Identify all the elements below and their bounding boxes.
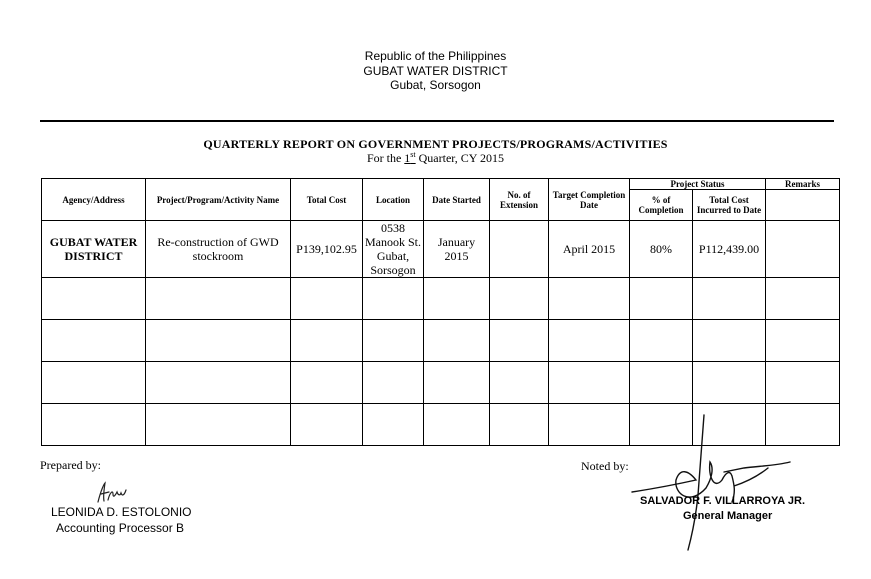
cell-date-started: January 2015 [424, 221, 490, 278]
table-row-empty [42, 320, 840, 362]
header-project: Project/Program/Activity Name [146, 179, 291, 221]
report-subtitle [0, 150, 871, 166]
table-row-empty [42, 278, 840, 320]
cell-agency: GUBAT WATER DISTRICT [42, 221, 146, 278]
letterhead-agency: GUBAT WATER DISTRICT [363, 63, 508, 78]
table-row [42, 221, 840, 278]
cell-remarks [766, 221, 840, 278]
header-divider [40, 120, 834, 122]
header-remarks: Remarks [766, 179, 840, 190]
cell-pct-completion: 80% [630, 221, 693, 278]
letterhead [0, 49, 871, 93]
cell-project: Re-construction of GWD stockroom [146, 221, 291, 278]
preparer-signature-icon [92, 480, 132, 506]
prepared-by-label: Prepared by: [40, 458, 101, 472]
report-table [41, 178, 840, 446]
header-extension: No. of Extension [490, 179, 549, 221]
manager-name: SALVADOR F. VILLARROYA JR. [640, 495, 806, 507]
preparer-name: LEONIDA D. ESTOLONIO [51, 505, 192, 519]
subtitle-prefix: For the [366, 151, 405, 165]
noted-by-label: Noted by: [581, 459, 629, 473]
table-row-empty [42, 362, 840, 404]
preparer-position: Accounting Processor B [56, 521, 185, 535]
cell-extension [490, 221, 549, 278]
report-title: QUARTERLY REPORT ON GOVERNMENT PROJECTS/PROGRAMS/ACTIVITIES [203, 137, 668, 151]
cell-target: April 2015 [549, 221, 630, 278]
header-date-started: Date Started [424, 179, 490, 221]
header-agency: Agency/Address [42, 179, 146, 221]
header-pct-completion: % of Completion [630, 190, 693, 221]
cell-total-cost: P139,102.95 [291, 221, 363, 278]
header-target-completion: Target Completion Date [549, 179, 630, 221]
quarter-number: 1st [404, 150, 416, 165]
cell-cost-incurred: P112,439.00 [693, 221, 766, 278]
subtitle-suffix: Quarter, CY 2015 [415, 151, 505, 165]
header-remarks-blank [766, 190, 840, 221]
header-cost-incurred: Total Cost Incurred to Date [693, 190, 766, 221]
letterhead-address: Gubat, Sorsogon [390, 78, 481, 92]
manager-position: General Manager [683, 510, 773, 522]
header-total-cost: Total Cost [291, 179, 363, 221]
cell-location: 0538 Manook St. Gubat, Sorsogon [363, 221, 424, 278]
header-project-status: Project Status [630, 179, 766, 190]
manager-signature-icon [618, 410, 808, 555]
letterhead-country: Republic of the Philippines [364, 49, 507, 63]
header-location: Location [363, 179, 424, 221]
